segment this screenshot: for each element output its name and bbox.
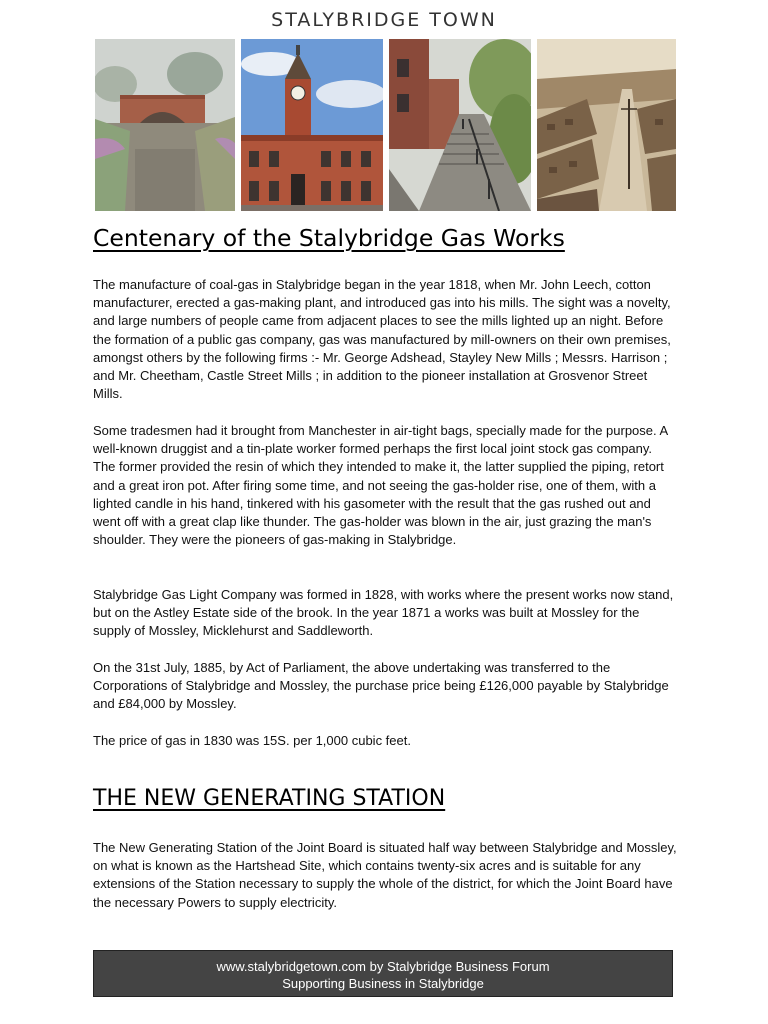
paragraph: On the 31st July, 1885, by Act of Parliament, the above undertaking was transferred to the Corporations of Stalybridge and Mossley, the purchase price being £126,000 payable by Stalybridge and £84,000 by Mossley. <box>93 660 669 712</box>
article-heading-gas-works: Centenary of the Stalybridge Gas Works <box>93 224 565 252</box>
paragraph: The manufacture of coal-gas in Stalybridge began in the year 1818, when Mr. John Leech, cotton manufacturer, erected a gas-making plant, and introduced gas into his mills. The sight was a novelty, and large numbers of people came from adjacent places to see the mills lighted up an night. Before the formation of a public gas company, gas was manufactured by mill-owners on their own premises, amongst others by the following firms :- Mr. George Adshead, Stayley New Mills ; Messrs. Harrison ; and Mr. Cheetham, Castle Street Mills ; in addition to the pioneer installation at Grosvenor Street Mills. <box>93 277 671 402</box>
cobbled-steps-photo <box>389 39 531 211</box>
paragraph: The New Generating Station of the Joint Board is situated half way between Stalybridge and Mossley, on what is known as the Hartshead Site, which contains twenty-six acres and is suitable for any extensions of the Station necessary to supply the whole of the district, for which the Joint Board have the necessary Powers to supply electricity. <box>93 840 677 910</box>
article-heading-generating-station: THE NEW GENERATING STATION <box>93 786 446 811</box>
sepia-street-view-photo <box>537 39 676 211</box>
paragraph: Some tradesmen had it brought from Manchester in air-tight bags, specially made for the purpose. A well-known druggist and a tin-plate worker formed perhaps the first local joint stock gas company. The former provided the resin of which they intended to make it, the latter supplied the piping, retort and a great iron pot. After firing some time, and not seeing the gas-holder rise, one of them, with a lighted candle in his hand, tinkered with his gasometer with the result that the gas rushed out and went off with a great clap like thunder. The gas-holder was blown in the air, just grazing the man's shoulder. They were the pioneers of gas-making in Stalybridge. <box>93 423 668 548</box>
town-hall-clocktower-photo <box>241 39 383 211</box>
footer-tagline: Supporting Business in Stalybridge <box>282 976 484 991</box>
site-title: STALYBRIDGE TOWN <box>271 9 497 31</box>
paragraph: The price of gas in 1830 was 15S. per 1,000 cubic feet. <box>93 733 411 748</box>
canal-bridge-photo <box>95 39 235 211</box>
paragraph: Stalybridge Gas Light Company was formed in 1828, with works where the present works now stand, but on the Astley Estate side of the brook. In the year 1871 a works was built at Mossley for the supply of Mossley, Micklehurst and Saddleworth. <box>93 587 674 639</box>
footer-website-link[interactable]: www.stalybridgetown.com by Stalybridge Business Forum <box>216 959 550 974</box>
footer-banner <box>93 950 673 997</box>
